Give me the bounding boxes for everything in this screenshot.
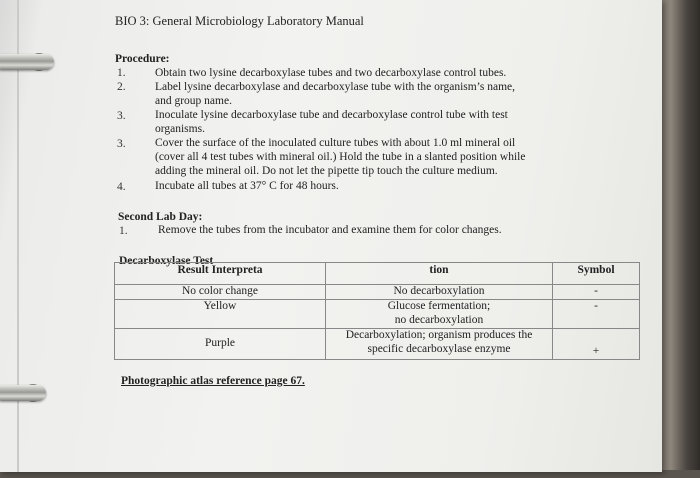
step-line: Obtain two lysine decarboxylase tubes and two decarboxylase control tubes. [155,67,507,79]
interpretation-line: no decarboxylation [394,313,484,326]
symbol-cell: - [553,285,640,300]
interpretation-line: Decarboxylation; organism produces the [345,329,533,341]
step-number: 3. [117,138,126,150]
second-day-title: Second Lab Day: [118,211,203,223]
table-row [115,300,640,329]
table-header-row [115,263,640,285]
result-cell: Yellow [115,300,326,329]
interpretation-cell [326,329,553,360]
symbol-cell: - [553,300,640,329]
binder-ring-bottom [0,385,46,401]
header-interpretation: tion [326,263,553,285]
binder-ring-top [0,54,54,70]
atlas-reference: Photographic atlas reference page 67. [121,375,305,387]
result-cell: Purple [115,329,326,360]
interpretation-line: specific decarboxylase enzyme [367,342,511,355]
symbol-cell: + [553,329,640,360]
interpretation-line: Glucose fermentation; [387,300,491,312]
step-number: 3. [117,110,126,122]
step-line: Label lysine decarboxylase and decarboxylase tube with the organism’s name, [155,81,516,93]
step-line: (cover all 4 test tubes with mineral oil.) Hold the tube in a slanted position while [155,151,526,163]
step-line: organisms. [155,123,205,135]
step-line: Inoculate lysine decarboxylase tube and decarboxylase control tube with test [155,109,508,121]
step-line: adding the mineral oil. Do not let the pipette tip touch the culture medium. [155,165,498,177]
step-number: 1. [117,67,126,79]
header-symbol: Symbol [553,263,640,285]
step-line: Incubate all tubes at 37° C for 48 hours. [155,180,339,192]
table-row [115,329,640,360]
step-line: and group name. [155,95,232,107]
decarboxylase-table [114,262,640,360]
decarboxylase-test-title: Decarboxylase Test [119,255,214,267]
table-row [115,285,640,300]
step-number: 1. [119,225,128,237]
result-cell: No color change [115,285,326,300]
procedure-title: Procedure: [115,53,170,65]
step-number: 4. [117,181,126,193]
page-margin-line [17,0,19,472]
interpretation-cell [326,300,553,329]
header-result: Result Interpreta [115,263,326,285]
page-header: BIO 3: General Microbiology Laboratory Manual [115,14,364,28]
step-line: Remove the tubes from the incubator and examine them for color changes. [158,224,502,236]
step-number: 2. [117,81,126,93]
step-line: Cover the surface of the inoculated culture tubes with about 1.0 ml mineral oil [155,137,516,149]
interpretation-cell: No decarboxylation [326,285,553,300]
